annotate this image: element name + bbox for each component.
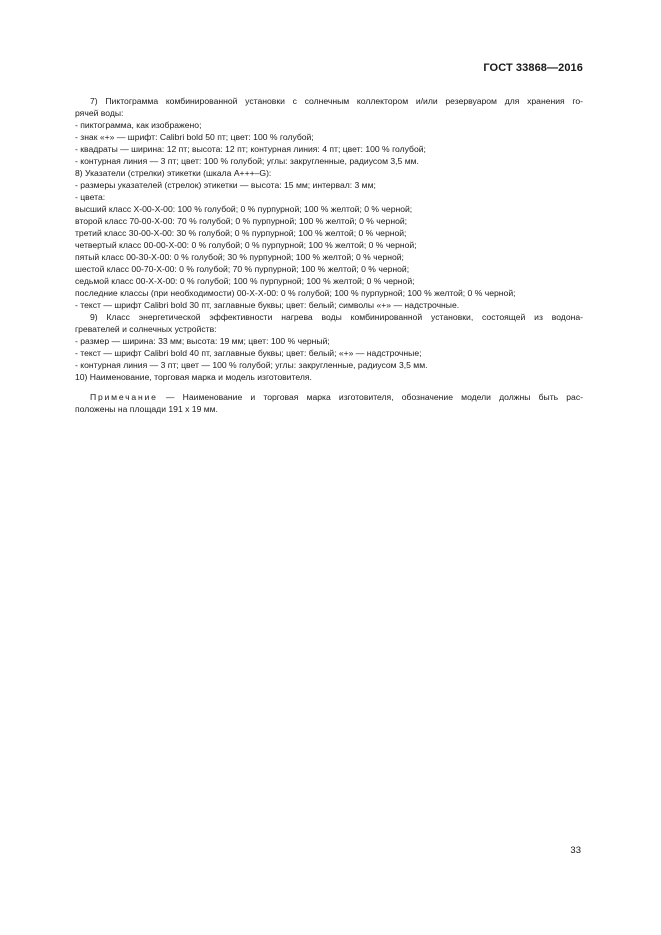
document-standard-number: ГОСТ 33868—2016 [483,62,583,74]
document-body [75,95,583,415]
body-line: рячей воды: [75,108,124,118]
body-line: - пиктограмма, как изображено; [75,120,202,130]
body-line: - контурная линия — 3 пт; цвет: 100 % голубой; углы: закругленные, радиусом 3,5 мм. [75,156,419,166]
body-line: четвертый класс 00-00-X-00: 0 % голубой; 0 % пурпурной; 100 % желтой; 0 % черной; [75,240,417,250]
body-line: - текст — шрифт Calibri bold 40 пт, заглавные буквы; цвет: белый; «+» — надстрочные; [75,348,422,358]
body-lines [75,95,583,383]
body-line: пятый класс 00-30-X-00: 0 % голубой; 30 % пурпурной; 100 % желтой; 0 % черной; [75,252,404,262]
body-line: последние классы (при необходимости) 00-X-X-00: 0 % голубой; 100 % пурпурной; 100 % желтой; 0 % черной; [75,288,516,298]
note [75,391,583,415]
body-line: третий класс 30-00-X-00: 30 % голубой; 0 % пурпурной; 100 % желтой; 0 % черной; [75,228,407,238]
body-line: - текст — шрифт Calibri bold 30 пт, заглавные буквы; цвет: белый; символы «+» — надстрочные. [75,300,460,310]
body-line: - цвета: [75,192,106,202]
body-line: - размер — ширина: 33 мм; высота: 19 мм; цвет: 100 % черный; [75,336,330,346]
body-line: гревателей и солнечных устройств: [75,324,217,334]
body-line: седьмой класс 00-X-X-00: 0 % голубой; 100 % пурпурной; 100 % желтой; 0 % черной; [75,276,415,286]
body-line: 8) Указатели (стрелки) этикетки (шкала A+++–G): [75,168,272,178]
body-line: второй класс 70-00-X-00: 70 % голубой; 0 % пурпурной; 100 % желтой; 0 % черной; [75,216,408,226]
body-line: 10) Наименование, торговая марка и модель изготовителя. [75,372,312,382]
body-line: - знак «+» — шрифт: Calibri bold 50 пт; цвет: 100 % голубой; [75,132,314,142]
note-text-1: — Наименование и торговая марка изготовителя, обозначение модели должны быть рас- [157,392,583,402]
body-line: - контурная линия — 3 пт; цвет — 100 % голубой; углы: закругленные, радиусом 3,5 мм. [75,360,428,370]
page-number: 33 [570,845,581,856]
body-line: 9) Класс энергетической эффективности нагрева воды комбинированной установки, состоящей из водона- [90,312,583,322]
note-label: Примечание [90,392,158,402]
body-line: высший класс X-00-X-00: 100 % голубой; 0 % пурпурной; 100 % желтой; 0 % черной; [75,204,413,214]
body-line: шестой класс 00-70-X-00: 0 % голубой; 70 % пурпурной; 100 % желтой; 0 % черной; [75,264,410,274]
body-line: 7) Пиктограмма комбинированной установки с солнечным коллектором и/или резервуаром для хранения го- [90,96,583,106]
body-line: - размеры указателей (стрелок) этикетки — высота: 15 мм; интервал: 3 мм; [75,180,376,190]
note-line-2: положены на площади 191 х 19 мм. [75,404,218,414]
note-line-1 [75,391,583,403]
body-line: - квадраты — ширина: 12 пт; высота: 12 пт; контурная линия: 4 пт; цвет: 100 % голубой; [75,144,426,154]
